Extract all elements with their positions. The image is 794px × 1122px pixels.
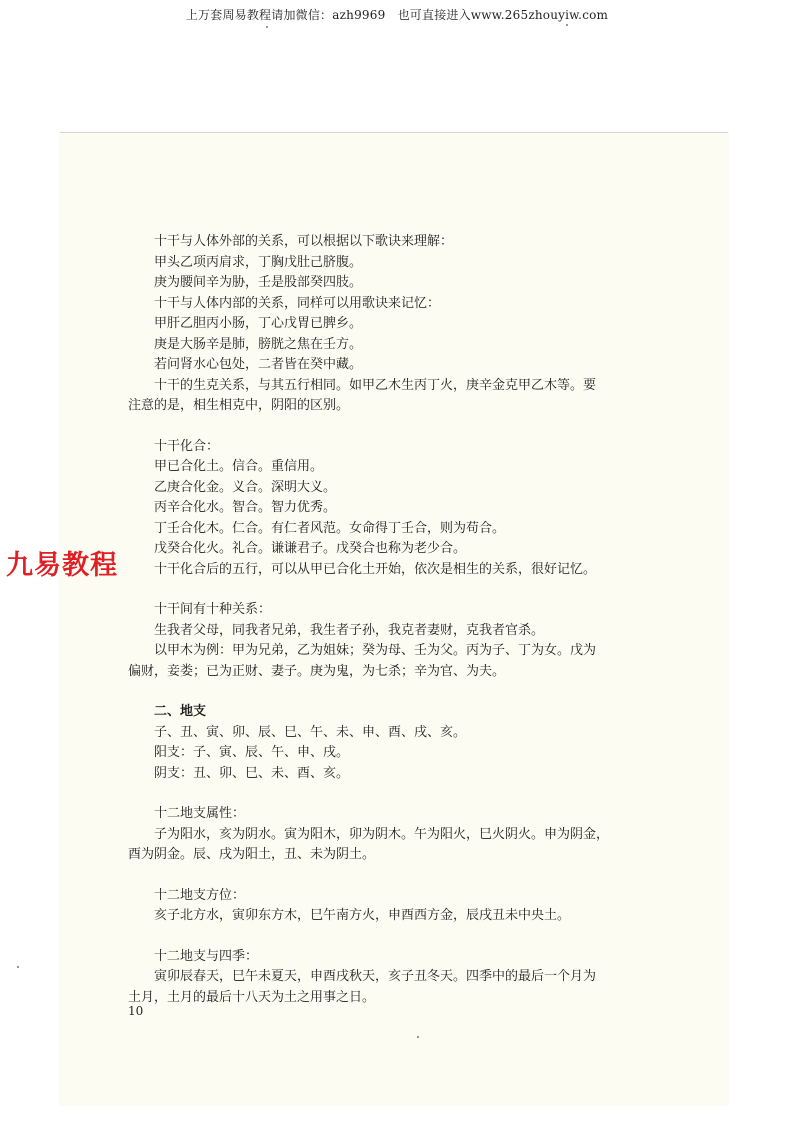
- text-line: 庚是大肠辛是肺，膀胱之焦在壬方。: [154, 336, 363, 352]
- scan-speck: [266, 26, 268, 28]
- text-line: 亥子北方水，寅卯东方木，巳午南方火，申酉西方金，辰戌丑未中央土。: [154, 908, 571, 923]
- text-line: 甲已合化土。信合。重信用。: [154, 459, 324, 474]
- text-line: 甲肝乙胆丙小肠，丁心戊胃已脾乡。: [154, 316, 363, 331]
- text-line: 偏财，妾娄；已为正财、妻子。庚为鬼，为七杀；辛为官、为夫。: [128, 663, 506, 679]
- text-line: 子、丑、寅、卯、辰、巳、午、未、申、酉、戌、亥。: [154, 724, 467, 740]
- section-heading: 十二地支属性：: [154, 806, 246, 821]
- text-line: 以甲木为例：甲为兄弟，乙为姐妹；癸为母、壬为父。丙为子、丁为女。戊为: [154, 643, 597, 658]
- page-number: 10: [128, 1004, 144, 1018]
- text-line: 庚为腰间辛为胁，壬是股部癸四肢。: [154, 275, 363, 290]
- text-line: 甲头乙项丙肩求，丁胸戊肚己脐腹。: [154, 254, 363, 270]
- section-heading: 十干化合：: [154, 438, 220, 454]
- watermark-logo: 九易教程: [6, 550, 118, 581]
- section-heading: 十二地支方位：: [154, 887, 246, 903]
- text-line: 阴支：丑、卯、巳、未、酉、亥。: [154, 765, 350, 781]
- scan-speck: [566, 24, 568, 26]
- section-heading: 十二地支与四季：: [154, 948, 259, 964]
- text-line: 土月，土月的最后十八天为土之用事之日。: [128, 989, 376, 1005]
- text-line: 丙辛合化水。智合。智力优秀。: [154, 500, 337, 515]
- text-line: 丁壬合化木。仁合。有仁者风范。女命得丁壬合，则为苟合。: [154, 520, 506, 536]
- text-line: 子为阳水，亥为阴水。寅为阳木，卯为阴木。午为阳火，巳火阴火。申为阴金，: [154, 826, 610, 842]
- scan-speck: [417, 1036, 419, 1038]
- scan-speck: [17, 966, 19, 968]
- text-line: 十干化合后的五行，可以从甲已合化土开始，依次是相生的关系，很好记忆。: [154, 561, 597, 577]
- text-line: 生我者父母，同我者兄弟，我生者子孙，我克者妻财，克我者官杀。: [154, 622, 545, 638]
- text-line: 阳支：子、寅、辰、午、申、戌。: [154, 745, 350, 760]
- page-body: [128, 232, 612, 1008]
- text-line: 十干的生克关系，与其五行相同。如甲乙木生丙丁火，庚辛金克甲乙木等。要: [154, 377, 597, 393]
- text-line: 注意的是，相生相克中，阴阳的区别。: [128, 398, 350, 413]
- section-heading: 十干间有十种关系：: [154, 602, 272, 617]
- text-line: 十干与人体内部的关系，同样可以用歌诀来记忆：: [154, 295, 441, 311]
- text-line: 酉为阴金。辰、戌为阳土，丑、未为阴土。: [128, 847, 376, 862]
- text-line: 乙庚合化金。义合。深明大义。: [154, 479, 337, 495]
- text-line: 戊癸合化火。礼合。谦谦君子。戊癸合也称为老少合。: [154, 541, 467, 556]
- text-line: 若问肾水心包处，二者皆在癸中藏。: [154, 357, 363, 372]
- text-line: 十干与人体外部的关系，可以根据以下歌诀来理解：: [154, 234, 454, 249]
- header-banner: 上万套周易教程请加微信：azh9969 也可直接进入www.265zhouyiw.com: [185, 8, 609, 22]
- text-line: 寅卯辰春天，巳午未夏天，申酉戌秋天，亥子丑冬天。四季中的最后一个月为: [154, 969, 597, 984]
- chapter-heading: 二、地支: [154, 704, 207, 719]
